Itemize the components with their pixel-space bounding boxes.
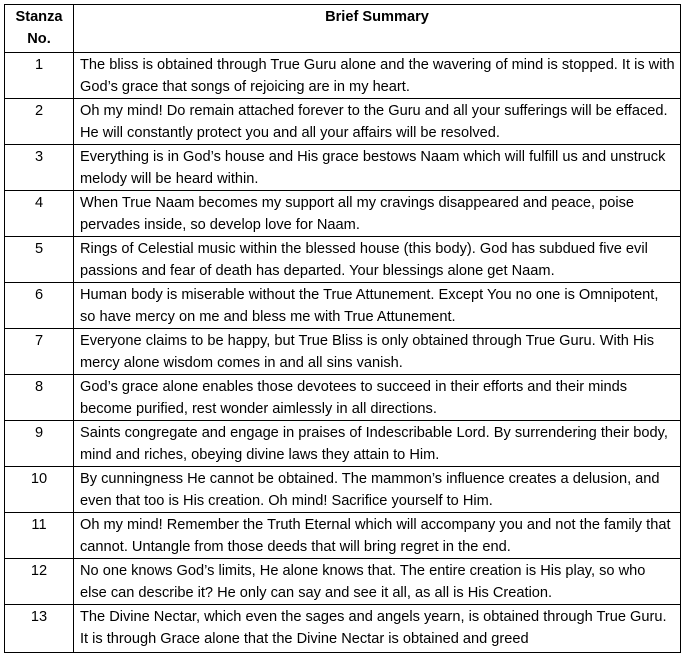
table-row [5,375,681,421]
stanza-header-line1: Stanza [15,9,63,25]
table-row [5,329,681,375]
stanza-number-cell: 2 [5,99,74,145]
table-row [5,559,681,605]
summary-cell: Saints congregate and engage in praises of Indescribable Lord. By surrendering their body, mind and riches, obeying divine laws they attain to Him. [74,421,681,467]
table-row [5,145,681,191]
stanza-header-line2: No. [27,31,51,47]
stanza-number-header [5,5,74,53]
table-header-row [5,5,681,53]
summary-cell: Oh my mind! Do remain attached forever to the Guru and all your sufferings will be effaced. He will constantly protect you and all your affairs will be resolved. [74,99,681,145]
table-row [5,421,681,467]
table-row [5,237,681,283]
stanza-summary-table [4,4,681,653]
summary-cell: Human body is miserable without the True Attunement. Except You no one is Omnipotent, so have mercy on me and bless me with True Attunement. [74,283,681,329]
summary-cell: God’s grace alone enables those devotees to succeed in their efforts and their minds become purified, rest wonder aimlessly in all directions. [74,375,681,421]
summary-cell: Rings of Celestial music within the blessed house (this body). God has subdued five evil passions and fear of death has departed. Your blessings alone get Naam. [74,237,681,283]
stanza-number-cell: 6 [5,283,74,329]
stanza-number-cell: 12 [5,559,74,605]
stanza-number-cell: 10 [5,467,74,513]
stanza-number-cell: 8 [5,375,74,421]
table-row [5,283,681,329]
stanza-number-cell: 9 [5,421,74,467]
summary-cell: By cunningness He cannot be obtained. The mammon’s influence creates a delusion, and even that too is His creation. Oh mind! Sacrifice yourself to Him. [74,467,681,513]
stanza-number-cell: 4 [5,191,74,237]
summary-cell: The bliss is obtained through True Guru alone and the wavering of mind is stopped. It is with God’s grace that songs of rejoicing are in my heart. [74,53,681,99]
table-row [5,53,681,99]
stanza-number-cell: 11 [5,513,74,559]
table-row [5,99,681,145]
summary-cell: The Divine Nectar, which even the sages and angels yearn, is obtained through True Guru. It is through Grace alone that the Divine Nectar is obtained and greed [74,605,681,653]
brief-summary-header: Brief Summary [74,5,681,53]
stanza-number-cell: 7 [5,329,74,375]
table-row [5,191,681,237]
table-row [5,513,681,559]
stanza-number-cell: 13 [5,605,74,653]
summary-cell: No one knows God’s limits, He alone knows that. The entire creation is His play, so who else can describe it? He only can say and see it all, as all is His Creation. [74,559,681,605]
summary-cell: When True Naam becomes my support all my cravings disappeared and peace, poise pervades inside, so develop love for Naam. [74,191,681,237]
summary-cell: Everything is in God’s house and His grace bestows Naam which will fulfill us and unstruck melody will be heard within. [74,145,681,191]
summary-cell: Everyone claims to be happy, but True Bliss is only obtained through True Guru. With His mercy alone wisdom comes in and all sins vanish. [74,329,681,375]
stanza-number-cell: 1 [5,53,74,99]
table-row [5,467,681,513]
summary-cell: Oh my mind! Remember the Truth Eternal which will accompany you and not the family that cannot. Untangle from those deeds that will bring regret in the end. [74,513,681,559]
table-row [5,605,681,653]
stanza-number-cell: 5 [5,237,74,283]
stanza-number-cell: 3 [5,145,74,191]
